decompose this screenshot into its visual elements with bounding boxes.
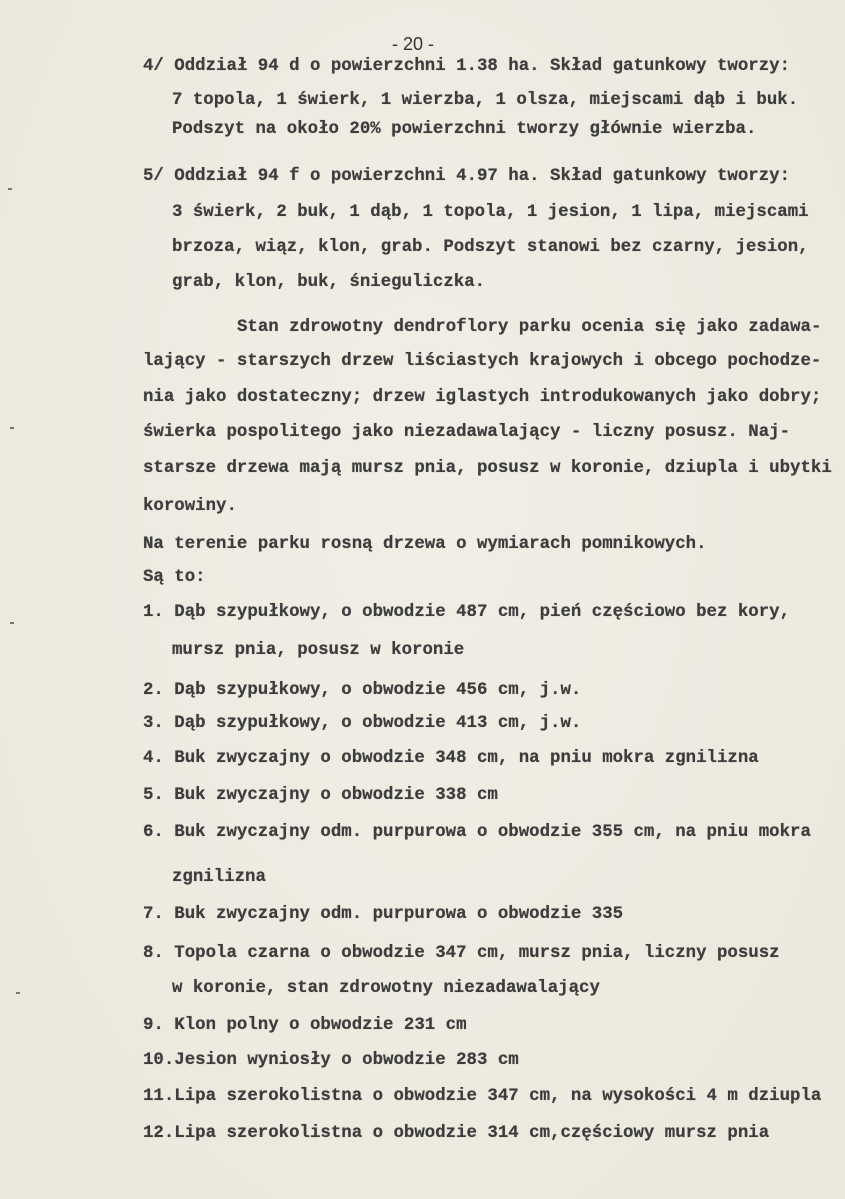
- margin-mark: [10, 427, 14, 429]
- margin-mark: [16, 992, 20, 994]
- text-line: 7 topola, 1 świerk, 1 wierzba, 1 olsza, miejscami dąb i buk.: [172, 91, 799, 110]
- text-line: 5/ Oddział 94 f o powierzchni 4.97 ha. Skład gatunkowy tworzy:: [143, 167, 791, 186]
- text-line: Są to:: [143, 568, 206, 587]
- text-line: świerka pospolitego jako niezadawalający - liczny posusz. Naj-: [143, 423, 791, 442]
- list-item: 11.Lipa szerokolistna o obwodzie 347 cm, na wysokości 4 m dziupla: [143, 1087, 822, 1106]
- text-line: 3 świerk, 2 buk, 1 dąb, 1 topola, 1 jesion, 1 lipa, miejscami: [172, 203, 809, 222]
- list-item-continuation: zgnilizna: [172, 868, 266, 887]
- text-line: starsze drzewa mają mursz pnia, posusz w koronie, dziupla i ubytki: [143, 459, 832, 478]
- margin-mark: [10, 622, 14, 624]
- list-item: 5. Buk zwyczajny o obwodzie 338 cm: [143, 786, 498, 805]
- list-item: 3. Dąb szypułkowy, o obwodzie 413 cm, j.w.: [143, 714, 582, 733]
- list-item: 7. Buk zwyczajny odm. purpurowa o obwodzie 335: [143, 905, 624, 924]
- list-item: 12.Lipa szerokolistna o obwodzie 314 cm,częściowy mursz pnia: [143, 1124, 770, 1143]
- text-line: lający - starszych drzew liściastych krajowych i obcego pochodze-: [143, 352, 822, 371]
- text-line: brzoza, wiąz, klon, grab. Podszyt stanowi bez czarny, jesion,: [172, 238, 809, 257]
- page-number: - 20 -: [392, 34, 435, 54]
- text-line: Na terenie parku rosną drzewa o wymiarach pomnikowych.: [143, 535, 707, 554]
- list-item: 1. Dąb szypułkowy, o obwodzie 487 cm, pień częściowo bez kory,: [143, 603, 791, 622]
- text-line: Podszyt na około 20% powierzchni tworzy głównie wierzba.: [172, 120, 757, 139]
- list-item: 8. Topola czarna o obwodzie 347 cm, mursz pnia, liczny posusz: [143, 944, 780, 963]
- list-item: 10.Jesion wyniosły o obwodzie 283 cm: [143, 1051, 519, 1070]
- text-line: Stan zdrowotny dendroflory parku ocenia się jako zadawa-: [237, 318, 822, 337]
- margin-mark: [8, 188, 12, 190]
- list-item: 2. Dąb szypułkowy, o obwodzie 456 cm, j.w.: [143, 681, 582, 700]
- text-line: grab, klon, buk, śnieguliczka.: [172, 273, 486, 292]
- text-line: 4/ Oddział 94 d o powierzchni 1.38 ha. Skład gatunkowy tworzy:: [143, 57, 791, 76]
- list-item-continuation: w koronie, stan zdrowotny niezadawalający: [172, 979, 600, 998]
- list-item-continuation: mursz pnia, posusz w koronie: [172, 641, 465, 660]
- list-item: 4. Buk zwyczajny o obwodzie 348 cm, na pniu mokra zgnilizna: [143, 749, 759, 768]
- text-line: korowiny.: [143, 497, 237, 516]
- list-item: 6. Buk zwyczajny odm. purpurowa o obwodzie 355 cm, na pniu mokra: [143, 823, 811, 842]
- list-item: 9. Klon polny o obwodzie 231 cm: [143, 1016, 467, 1035]
- text-line: nia jako dostateczny; drzew iglastych introdukowanych jako dobry;: [143, 388, 822, 407]
